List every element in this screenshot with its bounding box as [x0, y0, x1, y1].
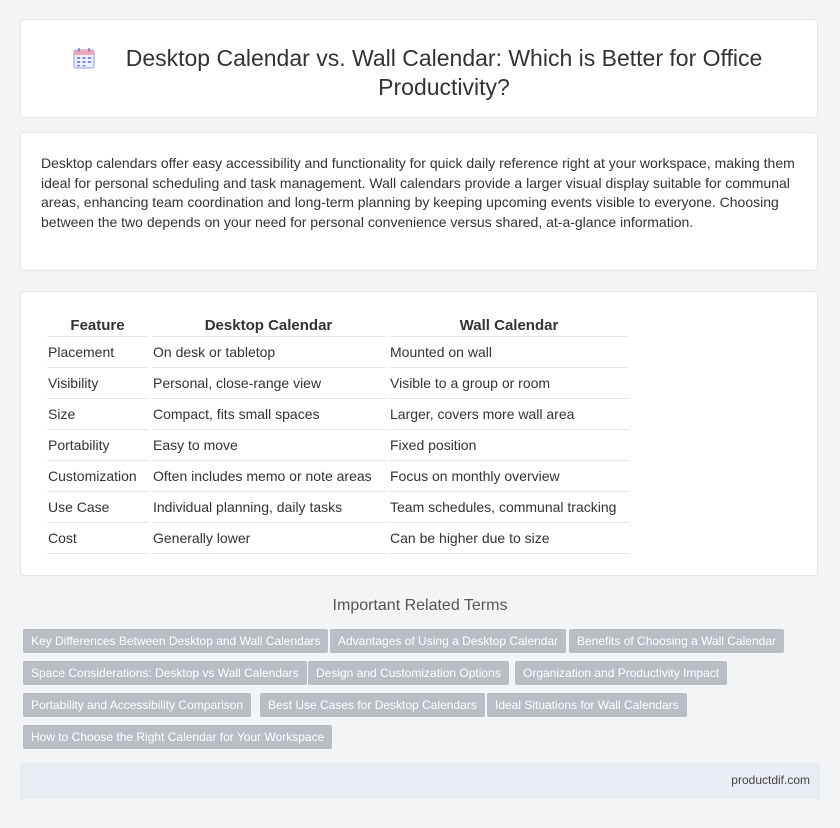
footer-site-link[interactable]: productdif.com	[731, 773, 810, 787]
table-row	[47, 523, 629, 554]
table-row	[47, 337, 629, 368]
cell-feature: Portability	[47, 430, 148, 461]
related-tag[interactable]: How to Choose the Right Calendar for Your Workspace	[23, 725, 332, 749]
intro-card	[20, 132, 818, 271]
related-tag[interactable]: Ideal Situations for Wall Calendars	[487, 693, 687, 717]
cell-feature: Visibility	[47, 368, 148, 399]
cell-wall-calendar: Visible to a group or room	[389, 368, 629, 399]
cell-wall-calendar: Team schedules, communal tracking	[389, 492, 629, 523]
related-tag[interactable]: Portability and Accessibility Comparison	[23, 693, 251, 717]
calendar-icon	[73, 47, 95, 69]
related-tag[interactable]: Advantages of Using a Desktop Calendar	[330, 629, 566, 653]
table-row	[47, 461, 629, 492]
cell-desktop-calendar: Individual planning, daily tasks	[152, 492, 385, 523]
related-tag[interactable]: Organization and Productivity Impact	[515, 661, 727, 685]
related-tag[interactable]: Best Use Cases for Desktop Calendars	[260, 693, 485, 717]
comparison-table-card	[20, 291, 818, 576]
table-header-row	[47, 314, 629, 337]
cell-desktop-calendar: Often includes memo or note areas	[152, 461, 385, 492]
cell-wall-calendar: Can be higher due to size	[389, 523, 629, 554]
cell-wall-calendar: Larger, covers more wall area	[389, 399, 629, 430]
cell-desktop-calendar: Compact, fits small spaces	[152, 399, 385, 430]
cell-feature: Cost	[47, 523, 148, 554]
cell-wall-calendar: Fixed position	[389, 430, 629, 461]
cell-desktop-calendar: Easy to move	[152, 430, 385, 461]
cell-desktop-calendar: On desk or tabletop	[152, 337, 385, 368]
cell-feature: Placement	[47, 337, 148, 368]
related-tag[interactable]: Key Differences Between Desktop and Wall Calendars	[23, 629, 328, 653]
header-feature: Feature	[47, 314, 148, 337]
table-row	[47, 430, 629, 461]
comparison-table	[43, 314, 633, 554]
title-card	[20, 19, 818, 118]
related-tag[interactable]: Space Considerations: Desktop vs Wall Calendars	[23, 661, 307, 685]
cell-desktop-calendar: Personal, close-range view	[152, 368, 385, 399]
table-row	[47, 399, 629, 430]
related-terms-title: Important Related Terms	[332, 597, 508, 614]
cell-wall-calendar: Focus on monthly overview	[389, 461, 629, 492]
related-tag[interactable]: Design and Customization Options	[308, 661, 509, 685]
cell-wall-calendar: Mounted on wall	[389, 337, 629, 368]
page-title: Desktop Calendar vs. Wall Calendar: Which is Better for Office Productivity?	[125, 45, 763, 100]
cell-feature: Use Case	[47, 492, 148, 523]
cell-feature: Customization	[47, 461, 148, 492]
footer	[20, 763, 820, 799]
table-row	[47, 492, 629, 523]
header-desktop-calendar: Desktop Calendar	[152, 314, 385, 337]
header-wall-calendar: Wall Calendar	[389, 314, 629, 337]
table-row	[47, 368, 629, 399]
cell-feature: Size	[47, 399, 148, 430]
cell-desktop-calendar: Generally lower	[152, 523, 385, 554]
related-tag[interactable]: Benefits of Choosing a Wall Calendar	[569, 629, 784, 653]
intro-paragraph: Desktop calendars offer easy accessibility and functionality for quick daily reference right at your workspace, making them ideal for personal scheduling and task management. Wall calendars provide a larger visual display suitable for communal areas, enhancing team coordination and long-term planning by keeping upcoming events visible to everyone. Choosing between the two depends on your need for personal convenience versus shared, at-a-glance information.	[41, 155, 795, 230]
